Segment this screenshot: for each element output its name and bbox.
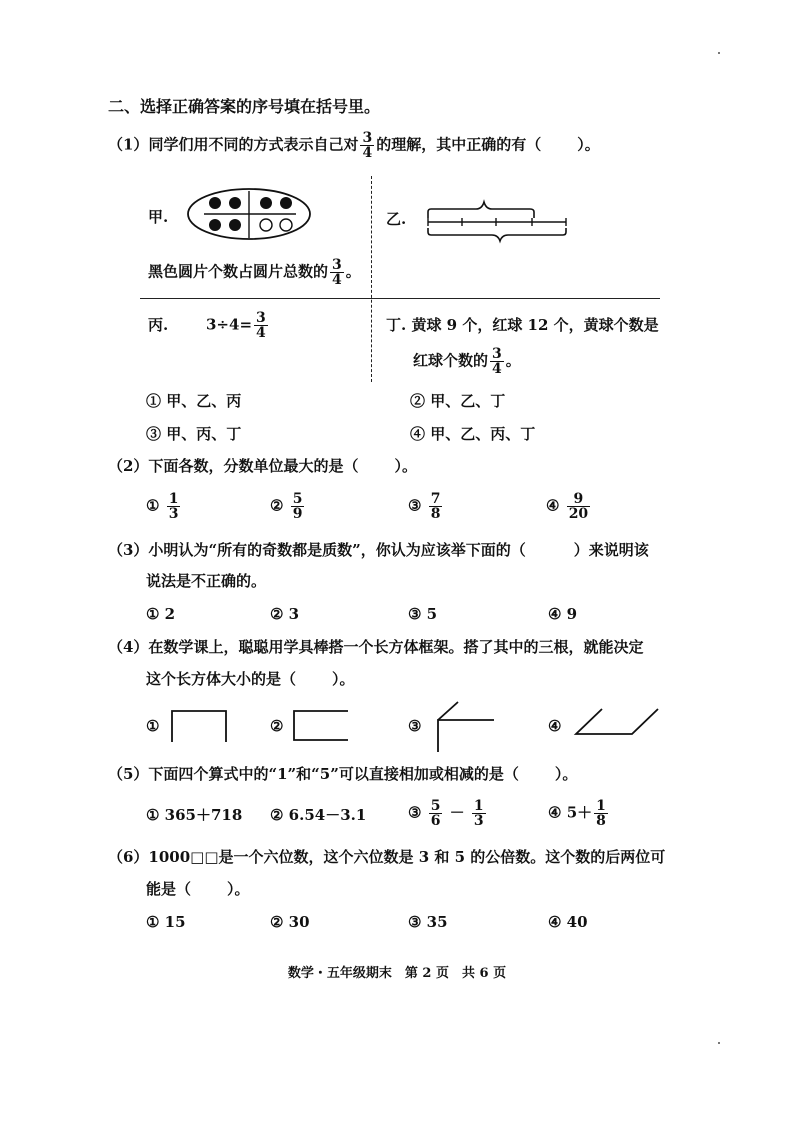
- fraction: $\frac{1}{3}$: [168, 491, 179, 522]
- grid-divider-horizontal: [140, 298, 660, 299]
- q4-option-2-sticks: [290, 708, 352, 744]
- fraction: $\frac{5}{9}$: [292, 491, 303, 522]
- fraction: $\frac{3}{4}$: [256, 310, 266, 341]
- q3-option-4[interactable]: ④ 9: [548, 605, 578, 623]
- q4-stem-line2: 这个长方体大小的是（ ）。: [146, 670, 355, 688]
- q1-option-3[interactable]: ③ 甲、丙、丁: [146, 425, 242, 443]
- q4-option-4-mark[interactable]: ④: [548, 717, 562, 735]
- q2-option-4[interactable]: ④ $\frac{9}{20}$: [546, 491, 589, 522]
- segment-brace-figure: [424, 196, 574, 246]
- scan-speck: [718, 1042, 720, 1044]
- q6-option-3[interactable]: ③ 35: [408, 913, 448, 931]
- bing-label: 丙.: [148, 316, 169, 334]
- fraction: $\frac{3}{4}$: [492, 346, 502, 377]
- q4-option-4-sticks: [572, 706, 662, 740]
- q1-stem: （1）同学们用不同的方式表示自己对 $\frac{3}{4}$ 的理解，其中正确的有（ ）。: [108, 130, 600, 161]
- q5-option-1[interactable]: ① 365＋718: [146, 806, 243, 824]
- q4-option-1-sticks: [168, 708, 230, 744]
- fraction: $\frac{1}{8}$: [596, 798, 606, 829]
- fraction: $\frac{1}{3}$: [473, 798, 484, 829]
- ding-line2: 红球个数的 $\frac{3}{4}$ 。: [413, 346, 521, 377]
- page-footer: 数学・五年级期末 第 2 页 共 6 页: [287, 966, 507, 981]
- q4-option-2-mark[interactable]: ②: [270, 717, 284, 735]
- fraction: $\frac{9}{20}$: [568, 491, 589, 522]
- q6-stem-line2: 能是（ ）。: [146, 880, 250, 898]
- q2-option-3[interactable]: ③ $\frac{7}{8}$: [408, 491, 441, 522]
- q4-option-1-mark[interactable]: ①: [146, 717, 160, 735]
- counter-oval-figure: [186, 188, 316, 246]
- scan-speck: [718, 52, 720, 54]
- q1-option-2[interactable]: ② 甲、乙、丁: [410, 392, 506, 410]
- q6-stem-line1: （6）1000□□是一个六位数，这个六位数是 3 和 5 的公倍数。这个数的后两位可: [108, 848, 666, 866]
- fraction: $\frac{3}{4}$: [332, 257, 342, 288]
- q1-option-4[interactable]: ④ 甲、乙、丙、丁: [410, 425, 536, 443]
- jia-caption: 黑色圆片个数占圆片总数的 $\frac{3}{4}$ 。: [148, 257, 361, 288]
- q2-option-2[interactable]: ② $\frac{5}{9}$: [270, 491, 303, 522]
- q5-option-3[interactable]: ③ $\frac{5}{6}$ － $\frac{1}{3}$: [408, 798, 484, 829]
- bing-expression: 3÷4= $\frac{3}{4}$: [206, 310, 266, 341]
- ding-line1: 丁. 黄球 9 个，红球 12 个，黄球个数是: [386, 316, 659, 334]
- q1-option-1[interactable]: ① 甲、乙、丙: [146, 392, 242, 410]
- q2-option-1[interactable]: ① $\frac{1}{3}$: [146, 491, 179, 522]
- q5-option-4[interactable]: ④ 5＋ $\frac{1}{8}$: [548, 798, 606, 829]
- jia-label: 甲.: [148, 208, 169, 226]
- q6-option-2[interactable]: ② 30: [270, 913, 310, 931]
- q3-option-3[interactable]: ③ 5: [408, 605, 438, 623]
- q5-option-2[interactable]: ② 6.54－3.1: [270, 806, 367, 824]
- fraction: $\frac{5}{6}$: [430, 798, 441, 829]
- q6-option-1[interactable]: ① 15: [146, 913, 186, 931]
- fraction: $\frac{7}{8}$: [430, 491, 441, 522]
- q6-option-4[interactable]: ④ 40: [548, 913, 588, 931]
- q2-stem: （2）下面各数，分数单位最大的是（ ）。: [108, 457, 417, 475]
- q3-stem-line1: （3）小明认为“所有的奇数都是质数”，你认为应该举下面的（ ）来说明该: [108, 541, 649, 559]
- q3-option-2[interactable]: ② 3: [270, 605, 300, 623]
- q5-stem: （5）下面四个算式中的“1”和“5”可以直接相加或相减的是（ ）。: [108, 765, 578, 783]
- yi-label: 乙.: [386, 210, 407, 228]
- q3-stem-line2: 说法是不正确的。: [146, 572, 267, 590]
- q4-option-3-mark[interactable]: ③: [408, 717, 422, 735]
- q4-stem-line1: （4）在数学课上，聪聪用学具棒搭一个长方体框架。搭了其中的三根，就能决定: [108, 638, 644, 656]
- grid-divider-vertical: [371, 176, 372, 382]
- q4-option-3-sticks: [430, 700, 500, 754]
- fraction: $\frac{3}{4}$: [362, 130, 373, 161]
- section-title: 二、选择正确答案的序号填在括号里。: [108, 97, 381, 116]
- q3-option-1[interactable]: ① 2: [146, 605, 176, 623]
